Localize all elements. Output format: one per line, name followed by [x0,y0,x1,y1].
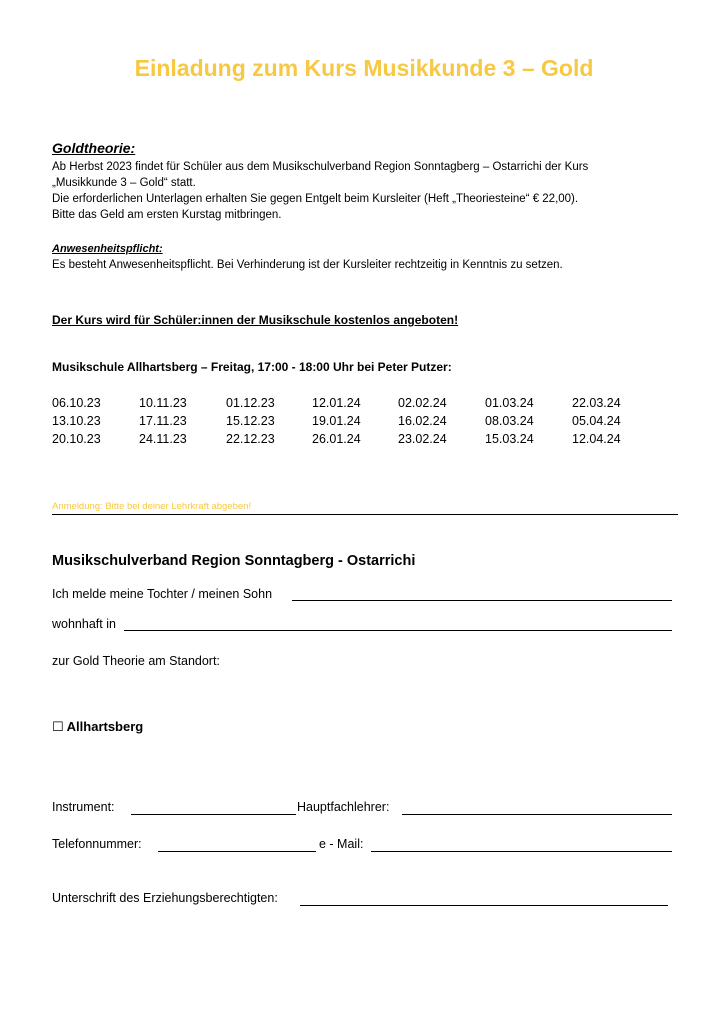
free-course-notice: Der Kurs wird für Schüler:innen der Musikschule kostenlos angeboten! [52,313,459,327]
email-field[interactable] [371,851,672,852]
schedule-date: 22.03.24 [572,396,621,410]
child-name-field[interactable] [292,600,672,601]
intro-line-4: Bitte das Geld am ersten Kurstag mitbringen. [52,209,282,221]
schedule-date: 16.02.24 [398,414,447,428]
intro-line-1: Ab Herbst 2023 findet für Schüler aus dem Musikschulverband Region Sonntagberg – Ostarrichi der Kurs [52,161,589,173]
schedule-heading: Musikschule Allhartsberg – Freitag, 17:00 - 18:00 Uhr bei Peter Putzer: [52,360,452,374]
schedule-date: 12.01.24 [312,396,361,410]
page-title: Einladung zum Kurs Musikkunde 3 – Gold [134,55,594,81]
schedule-date: 10.11.23 [139,396,187,410]
checkbox-label: Allhartsberg [66,719,144,734]
schedule-date: 01.12.23 [226,396,275,410]
child-label: Ich melde meine Tochter / meinen Sohn [52,587,273,601]
teacher-label: Hauptfachlehrer: [297,800,390,814]
attendance-heading: Anwesenheitspflicht: [52,243,163,255]
phone-label: Telefonnummer: [52,837,142,851]
intro-line-3: Die erforderlichen Unterlagen erhalten Sie gegen Entgelt beim Kursleiter (Heft „Theoriesteine“ € 22,00). [52,193,579,205]
location-option-allhartsberg[interactable] [52,719,143,735]
schedule-date: 05.04.24 [572,414,621,428]
signature-label: Unterschrift des Erziehungsberechtigten: [52,891,278,905]
schedule-date: 26.01.24 [312,432,361,446]
attendance-text: Es besteht Anwesenheitspflicht. Bei Verhinderung ist der Kursleiter rechtzeitig in Kenntnis zu setzen. [52,259,563,271]
schedule-date: 24.11.23 [139,432,187,446]
schedule-date: 15.03.24 [485,432,534,446]
email-label: e - Mail: [319,837,364,851]
schedule-date: 20.10.23 [52,432,101,446]
schedule-date: 15.12.23 [226,414,275,428]
schedule-date: 17.11.23 [139,414,187,428]
residence-label: wohnhaft in [52,617,116,631]
checkbox-icon[interactable]: ☐ [52,719,64,734]
schedule-date: 02.02.24 [398,396,447,410]
teacher-field[interactable] [402,814,672,815]
intro-line-2: „Musikkunde 3 – Gold“ statt. [52,177,196,189]
section-heading-goldtheorie: Goldtheorie: [52,140,136,156]
residence-field[interactable] [124,630,672,631]
location-label: zur Gold Theorie am Standort: [52,654,220,668]
signature-field[interactable] [300,905,668,906]
phone-field[interactable] [158,851,316,852]
instrument-label: Instrument: [52,800,115,814]
cut-divider [52,514,678,515]
schedule-date: 22.12.23 [226,432,275,446]
form-heading: Musikschulverband Region Sonntagberg - Ostarrichi [52,553,416,569]
schedule-date: 12.04.24 [572,432,621,446]
schedule-date: 13.10.23 [52,414,101,428]
instrument-field[interactable] [131,814,296,815]
schedule-date: 06.10.23 [52,396,101,410]
schedule-date: 19.01.24 [312,414,361,428]
schedule-date: 23.02.24 [398,432,447,446]
schedule-date: 01.03.24 [485,396,534,410]
registration-note: Anmeldung: Bitte bei deiner Lehrkraft abgeben! [52,501,252,512]
schedule-date: 08.03.24 [485,414,534,428]
